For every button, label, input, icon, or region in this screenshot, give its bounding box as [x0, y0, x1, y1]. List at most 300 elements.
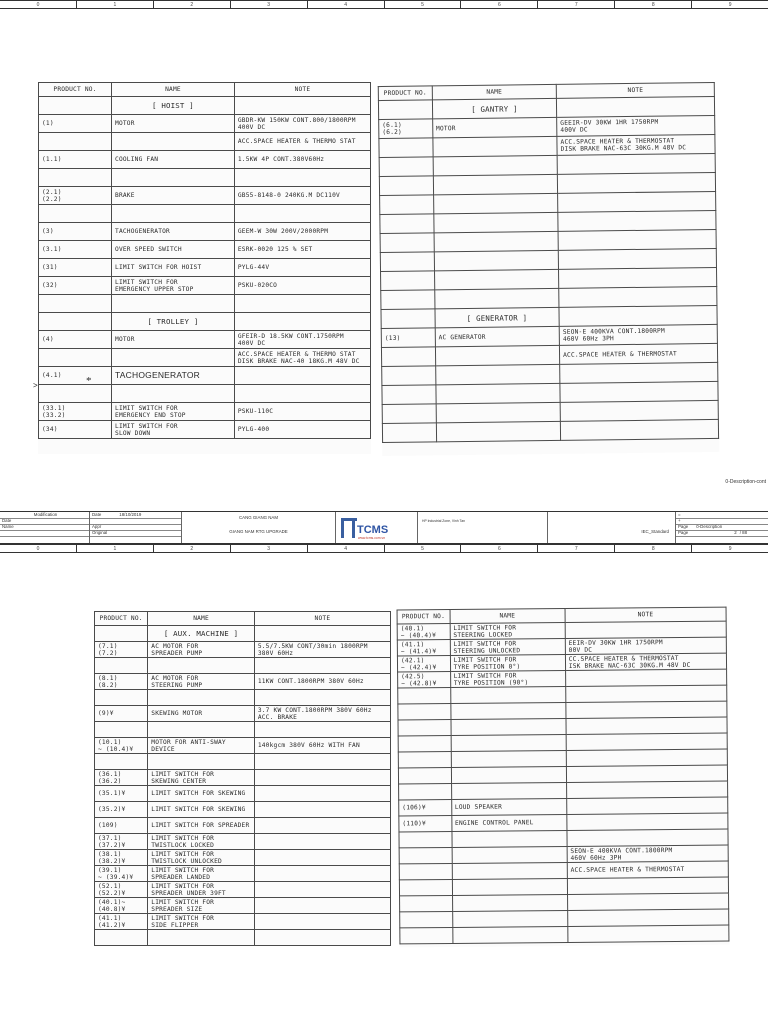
name-cell [112, 349, 235, 367]
note-cell: ESRK-0020 125 % SET [234, 241, 370, 259]
product-no-cell: (4.1) [39, 367, 112, 385]
product-no-cell [39, 349, 112, 367]
note-cell [234, 385, 370, 403]
note-cell [566, 701, 727, 718]
product-no-cell [399, 879, 452, 895]
spec-table-right-page2 [397, 607, 730, 945]
note-cell [556, 96, 714, 117]
table-row [39, 241, 371, 259]
ruler-cell: 2 [154, 1, 231, 8]
table-row [39, 403, 371, 421]
name-cell [433, 155, 558, 176]
table-row [95, 706, 391, 722]
note-cell [234, 97, 370, 115]
top-grid-ruler [0, 0, 768, 9]
column-header: NAME [432, 84, 556, 100]
note-cell [557, 172, 715, 193]
ruler-cell: 3 [231, 1, 308, 8]
table-row [95, 802, 391, 818]
name-cell [450, 686, 565, 703]
note-cell [560, 400, 718, 421]
name-cell [435, 345, 560, 366]
note-cell [558, 229, 716, 250]
name-cell [148, 754, 255, 770]
note-cell [566, 781, 727, 798]
name-cell: LIMIT SWITCH FOR SPREADER [148, 818, 255, 834]
product-no-cell: (4) [39, 331, 112, 349]
name-cell [436, 383, 561, 404]
project-title-1: CANG GIANG NAM [238, 515, 279, 520]
note-cell: PSKU-110C [234, 403, 370, 421]
name-cell: [ AUX. MACHINE ] [148, 626, 255, 642]
note-cell [254, 914, 390, 930]
table-row [39, 385, 371, 403]
product-no-cell: (1) [39, 115, 112, 133]
product-no-cell [400, 911, 453, 927]
name-cell [433, 136, 558, 157]
name-cell [452, 910, 567, 927]
table-row [95, 930, 391, 946]
name-cell: SKEWING MOTOR [148, 706, 255, 722]
column-header: NOTE [565, 607, 726, 622]
project-title-2: GIANG NAM RTG UPGRADE [229, 529, 288, 534]
product-no-cell [39, 295, 112, 313]
table-row [39, 169, 371, 187]
name-cell [112, 295, 235, 313]
product-no-cell [378, 100, 432, 120]
column-header: NOTE [234, 83, 370, 97]
ruler-cell: 0 [0, 1, 77, 8]
address-text: HP Industrial Zone, Vinh Tan [422, 519, 465, 523]
modification-label: Modification [0, 512, 89, 519]
name-cell [452, 878, 567, 895]
product-no-cell [398, 719, 451, 735]
note-cell [559, 267, 717, 288]
name-cell: [ GANTRY ] [432, 98, 557, 119]
table-row [95, 850, 391, 866]
name-cell [452, 894, 567, 911]
product-no-cell: (42.5) ~ (42.8)¥ [398, 671, 451, 687]
section-row [39, 97, 371, 115]
name-cell: OVER SPEED SWITCH [112, 241, 235, 259]
name-cell: LIMIT SWITCH FOR SKEWING [148, 786, 255, 802]
note-cell: SEON-E 400KVA CONT.1800RPM 460V 60Hz 3PH [559, 324, 717, 345]
note-cell: ACC.SPACE HEATER & THERMOSTAT [567, 861, 728, 878]
product-no-cell [380, 195, 434, 215]
table-row [95, 866, 391, 882]
note-cell: EEIR-DV 30KW 1HR 1750RPM 00V DC [565, 637, 726, 654]
date-label: Date [0, 518, 89, 525]
product-no-cell [380, 252, 434, 272]
ruler-cell: 7 [538, 1, 615, 8]
note-cell [254, 722, 390, 738]
note-cell [254, 754, 390, 770]
table-row [39, 295, 371, 313]
product-no-cell [95, 930, 148, 946]
product-no-cell [381, 290, 435, 310]
ruler-cell: 1 [77, 545, 154, 552]
product-no-cell: (8.1) (8.2) [95, 674, 148, 690]
product-no-cell: (3.1) [39, 241, 112, 259]
name-cell [451, 734, 566, 751]
note-cell [566, 797, 727, 814]
product-no-cell [379, 176, 433, 196]
column-header: PRODUCT NO. [397, 609, 450, 623]
note-cell [565, 685, 726, 702]
mod-empty-row [0, 530, 89, 537]
note-cell: GFEIR-D 18.5KW CONT.1750RPM 400V DC [234, 331, 370, 349]
product-no-cell: (36.1)(36.2) [95, 770, 148, 786]
table-row [39, 349, 371, 367]
note-cell [234, 367, 370, 385]
appr-label: Appr [90, 524, 181, 531]
note-cell [234, 313, 370, 331]
name-cell [434, 212, 559, 233]
note-cell: PYLG-44V [234, 259, 370, 277]
table-row [95, 674, 391, 690]
ref-box [548, 512, 676, 543]
table-row [95, 818, 391, 834]
product-no-cell [381, 271, 435, 291]
table-row [39, 277, 371, 295]
product-no-cell: (35.2)¥ [95, 802, 148, 818]
note-cell: GEEM-W 30W 200V/2000RPM [234, 223, 370, 241]
column-header: NAME [450, 608, 565, 623]
name-cell: MOTOR [112, 331, 235, 349]
scan-table-aux-machine [94, 611, 391, 945]
product-no-cell [382, 366, 436, 386]
project-box [182, 512, 336, 543]
name-cell [435, 364, 560, 385]
note-cell [254, 626, 390, 642]
product-no-cell [400, 895, 453, 911]
product-no-cell [39, 97, 112, 115]
page-label-2: Page [678, 530, 689, 535]
table-header-row [39, 83, 371, 97]
page-number: 2 [734, 530, 737, 535]
note-cell: 140kgcm 380V 60Hz WITH FAN [254, 738, 390, 754]
name-cell: [ HOIST ] [112, 97, 235, 115]
section-row [39, 313, 371, 331]
note-cell [567, 829, 728, 846]
note-cell [557, 153, 715, 174]
name-cell: LIMIT SWITCH FOR TWISTLOCK UNLOCKED [148, 850, 255, 866]
product-no-cell: (38.1) (38.2)¥ [95, 850, 148, 866]
product-no-cell [398, 751, 451, 767]
ruler-cell: 8 [615, 545, 692, 552]
table-row [95, 770, 391, 786]
note-cell: GB55-8148-0 240KG.M DC110V [234, 187, 370, 205]
page-box [676, 512, 768, 543]
scan-table-limit-switches [397, 607, 730, 948]
product-no-cell: (106)¥ [399, 799, 452, 815]
table-row [39, 151, 371, 169]
name-cell [452, 830, 567, 847]
ruler-cell: 4 [308, 1, 385, 8]
name-cell [434, 250, 559, 271]
product-no-cell [400, 927, 453, 943]
note-cell [254, 850, 390, 866]
note-cell [559, 305, 717, 326]
product-no-cell [382, 385, 436, 405]
product-no-cell [381, 309, 435, 329]
modification-box [0, 512, 90, 543]
product-no-cell [39, 385, 112, 403]
name-cell: AC GENERATOR [435, 326, 560, 347]
product-no-cell: (41.1) ~ (41.4)¥ [397, 639, 450, 655]
iec-standard-label: IEC_Standard [641, 529, 669, 534]
column-header: NAME [148, 612, 255, 626]
note-cell [254, 770, 390, 786]
name-cell: LIMIT SWITCH FOR SPREADER SIZE [148, 898, 255, 914]
name-cell [434, 231, 559, 252]
product-no-cell [398, 735, 451, 751]
column-header: PRODUCT NO. [39, 83, 112, 97]
ruler-cell: 5 [385, 1, 462, 8]
note-cell [558, 191, 716, 212]
scan-table-gantry-generator [378, 82, 719, 456]
note-cell [558, 210, 716, 231]
note-cell [254, 786, 390, 802]
name-label: Name [0, 524, 89, 531]
name-cell: LIMIT SWITCH FOR EMERGENCY UPPER STOP [112, 277, 235, 295]
table-row [95, 834, 391, 850]
ruler-cell: 5 [385, 545, 462, 552]
name-cell: LOUD SPEAKER [451, 798, 566, 815]
product-no-cell [95, 658, 148, 674]
note-cell [560, 362, 718, 383]
table-row [95, 898, 391, 914]
ruler-cell: 9 [728, 546, 732, 552]
table-row [39, 421, 371, 439]
product-no-cell: (1.1) [39, 151, 112, 169]
note-cell [254, 658, 390, 674]
product-no-cell [382, 404, 436, 424]
note-cell [234, 169, 370, 187]
product-no-cell: (110)¥ [399, 815, 452, 831]
name-cell [451, 718, 566, 735]
name-cell [436, 402, 561, 423]
date-box [90, 512, 182, 543]
product-no-cell: (41.1) (41.2)¥ [95, 914, 148, 930]
middle-grid-ruler [0, 544, 768, 553]
note-cell [254, 818, 390, 834]
product-no-cell [399, 847, 452, 863]
column-header: PRODUCT NO. [378, 86, 432, 101]
name-cell [450, 702, 565, 719]
product-no-cell [39, 205, 112, 223]
note-cell [566, 717, 727, 734]
table-row [39, 205, 371, 223]
handwritten-star-mark: * [86, 375, 92, 387]
product-no-cell [399, 863, 452, 879]
note-cell [566, 765, 727, 782]
name-cell [148, 658, 255, 674]
ruler-cell: 1 [77, 1, 154, 8]
name-cell: COOLING FAN [112, 151, 235, 169]
product-no-cell: (39.1) ~ (39.4)¥ [95, 866, 148, 882]
product-no-cell: (32) [39, 277, 112, 295]
note-cell [560, 381, 718, 402]
product-no-cell [95, 626, 148, 642]
spec-table-right-page1 [378, 82, 719, 443]
name-cell [452, 862, 567, 879]
ruler-cell: 6 [461, 545, 538, 552]
product-no-cell [398, 687, 451, 703]
name-cell: MOTOR [112, 115, 235, 133]
name-cell [112, 205, 235, 223]
product-no-cell [379, 138, 433, 158]
product-no-cell: (34) [39, 421, 112, 439]
note-cell: GEEIR-DV 30KW 1HR 1750RPM 400V DC [557, 115, 715, 136]
name-cell [112, 133, 235, 151]
name-cell: BRAKE [112, 187, 235, 205]
note-cell: ACC.SPACE HEATER & THERMOSTAT [559, 343, 717, 364]
product-no-cell [95, 722, 148, 738]
scan-table-hoist-trolley [38, 82, 371, 454]
ruler-cell: 2 [154, 545, 231, 552]
name-cell: LIMIT SWITCH FOR HOIST [112, 259, 235, 277]
table-row [95, 658, 391, 674]
ruler-cell: 9 [728, 2, 732, 8]
logo-url: www.tcms.com.vn [358, 536, 386, 540]
eq-mark: = [678, 512, 681, 517]
product-no-cell: (37.1) (37.2)¥ [95, 834, 148, 850]
note-cell: CC.SPACE HEATER & THERMOSTAT ISK BRAKE NAC-63C 30KG.M 48V DC [565, 653, 726, 670]
note-cell [560, 419, 718, 440]
note-cell [254, 834, 390, 850]
name-cell: LIMIT SWITCH FOR TYRE POSITION (90°) [450, 670, 565, 687]
ruler-cell: 3 [231, 545, 308, 552]
ruler-cell: 8 [615, 1, 692, 8]
name-cell: [ GENERATOR ] [435, 307, 560, 328]
original-label: Original [90, 530, 181, 537]
product-no-cell [95, 754, 148, 770]
name-cell: [ TROLLEY ] [112, 313, 235, 331]
note-cell [234, 205, 370, 223]
name-cell: AC MOTOR FOR SPREADER PUMP [148, 642, 255, 658]
plus-mark: + [678, 518, 681, 523]
name-cell [451, 782, 566, 799]
product-no-cell [39, 133, 112, 151]
product-no-cell [380, 233, 434, 253]
note-cell [234, 295, 370, 313]
product-no-cell: (42.1) ~ (42.4)¥ [397, 655, 450, 671]
note-cell: 11KW CONT.1800RPM 380V 60Hz [254, 674, 390, 690]
product-no-cell: (9)¥ [95, 706, 148, 722]
page-label: Page [678, 524, 689, 529]
note-cell: PSKU-020CO [234, 277, 370, 295]
product-no-cell [382, 423, 436, 443]
spec-table-left-page2 [94, 611, 391, 946]
name-cell: TACHOGENERATOR [112, 223, 235, 241]
product-no-cell [398, 767, 451, 783]
name-cell [434, 288, 559, 309]
name-cell: LIMIT SWITCH FOR STEERING UNLOCKED [450, 638, 565, 655]
name-cell: LIMIT SWITCH FOR STEERING LOCKED [450, 622, 565, 639]
ruler-cell: 6 [461, 1, 538, 8]
product-no-cell: (10.1) ~ (10.4)¥ [95, 738, 148, 754]
product-no-cell [380, 214, 434, 234]
table-row [39, 331, 371, 349]
table-row [95, 914, 391, 930]
name-cell [433, 174, 558, 195]
column-header: NOTE [556, 82, 714, 98]
product-no-cell [379, 157, 433, 177]
note-cell [254, 802, 390, 818]
name-cell: AC MOTOR FOR STEERING PUMP [148, 674, 255, 690]
name-cell: LIMIT SWITCH FOR SIDE FLIPPER [148, 914, 255, 930]
name-cell [452, 926, 567, 943]
table-row [95, 690, 391, 706]
name-cell: LIMIT SWITCH FOR SPREADER UNDER 39FT [148, 882, 255, 898]
note-cell: 5.5/7.5KW CONT/30min 1800RPM 380V 60Hz [254, 642, 390, 658]
note-cell [566, 749, 727, 766]
product-no-cell: (35.1)¥ [95, 786, 148, 802]
note-cell [567, 909, 728, 926]
table-row [95, 722, 391, 738]
name-cell: LIMIT SWITCH FOR EMERGENCY END STOP [112, 403, 235, 421]
name-cell: MOTOR FOR ANTI-SWAY DEVICE [148, 738, 255, 754]
product-no-cell: (3) [39, 223, 112, 241]
table-row [95, 786, 391, 802]
product-no-cell [398, 703, 451, 719]
table-row [39, 115, 371, 133]
note-cell: 1.5KW 4P CONT.380V60Hz [234, 151, 370, 169]
tcms-logo [340, 514, 396, 542]
name-cell [112, 169, 235, 187]
note-cell: GBDR-KW 150KW CONT.800/1800RPM 400V DC [234, 115, 370, 133]
note-cell: PYLG-400 [234, 421, 370, 439]
name-cell [434, 269, 559, 290]
name-cell: LIMIT SWITCH FOR TWISTLOCK LOCKED [148, 834, 255, 850]
table-row [95, 882, 391, 898]
note-cell [558, 248, 716, 269]
note-cell [254, 882, 390, 898]
name-cell [148, 722, 255, 738]
name-cell [451, 766, 566, 783]
product-no-cell: (40.1) ~ (40.4)¥ [397, 623, 450, 639]
note-cell: SEON-E 400KVA CONT.1800RPM 460V 60Hz 3PH [567, 845, 728, 862]
note-cell [567, 893, 728, 910]
note-cell [254, 690, 390, 706]
note-cell [565, 621, 726, 638]
product-no-cell [381, 347, 435, 367]
name-cell: LIMIT SWITCH FOR SPREADER LANDED [148, 866, 255, 882]
product-no-cell [39, 169, 112, 187]
note-cell [559, 286, 717, 307]
column-header: NOTE [254, 612, 390, 626]
table-row [39, 187, 371, 205]
table-row [39, 223, 371, 241]
name-cell: LIMIT SWITCH FOR SKEWING [148, 802, 255, 818]
name-cell [112, 385, 235, 403]
margin-arrow-mark: > [33, 381, 38, 390]
note-cell [568, 925, 729, 942]
note-cell [567, 877, 728, 894]
name-cell [436, 421, 561, 442]
name-cell [451, 750, 566, 767]
note-cell [254, 930, 390, 946]
product-no-cell: (7.1) (7.2) [95, 642, 148, 658]
name-cell: ENGINE CONTROL PANEL [451, 814, 566, 831]
table-row [39, 133, 371, 151]
name-cell: LIMIT SWITCH FOR TYRE POSITION 0°) [450, 654, 565, 671]
note-cell: ACC.SPACE HEATER & THERMOSTAT DISK BRAKE NAC-63C 30KG.M 48V DC [557, 134, 715, 155]
note-cell: ACC.SPACE HEATER & THERMO STAT DISK BRAKE NAC-40 18KG.M 48V DC [234, 349, 370, 367]
logo-text: TCMS [357, 524, 389, 536]
table-row [95, 738, 391, 754]
